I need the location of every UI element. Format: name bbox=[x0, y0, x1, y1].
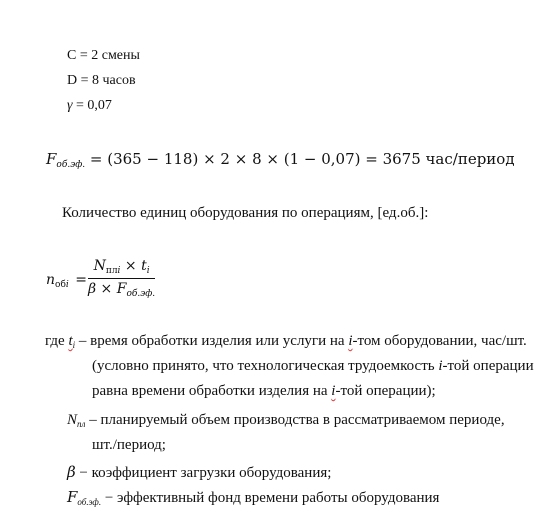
formula2-lhs: n bbox=[46, 272, 56, 288]
definition-t-line1: где $t_i$ – время обработки изделия или услуги на i-том оборудовании, час/шт. bbox=[45, 333, 527, 350]
intro-paragraph bbox=[62, 205, 428, 222]
param-gamma bbox=[67, 98, 112, 114]
definition-f: $F_{об.эф.}$ − эффективный фонд времени работы оборудования bbox=[67, 488, 440, 507]
param-d-text: D = 8 часов bbox=[67, 73, 136, 88]
formula2-lhs-sub2: i bbox=[65, 280, 69, 290]
formula2-denominator: $\beta \times F_{об.эф.}$ bbox=[88, 281, 156, 299]
formula2-fraction bbox=[88, 258, 155, 299]
formula-equipment-count bbox=[46, 258, 206, 312]
definition-n-line1: $N_{пл}$ – планируемый объем производства в рассматриваемом периоде, bbox=[67, 412, 505, 429]
n-symbol: N bbox=[67, 412, 78, 428]
formula-effective-fund bbox=[46, 150, 515, 170]
formula2-lhs-sub: об bbox=[55, 280, 66, 290]
formula1-lhs-sub: об.эф. bbox=[56, 160, 86, 170]
definition-t-line3: равна времени обработки изделия на i-той операции); bbox=[92, 383, 436, 399]
param-d bbox=[67, 73, 136, 89]
formula2-eq: = bbox=[75, 272, 87, 288]
formula1-rhs: = (365 − 118) × 2 × 8 × (1 − 0,07) = 3675 час/период bbox=[85, 150, 515, 168]
param-c-text: C = 2 смены bbox=[67, 48, 140, 63]
param-c bbox=[67, 48, 140, 64]
definition-n-line2: шт./период; bbox=[92, 437, 166, 453]
gamma-symbol: γ bbox=[67, 98, 73, 113]
formula1-lhs: F bbox=[46, 150, 57, 168]
beta-symbol: β bbox=[67, 463, 76, 481]
definition-t-line2: (условно принято, что технологическая трудоемкость i-той операции bbox=[92, 358, 534, 374]
intro-text: Количество единиц оборудования по операциям, [ед.об.]: bbox=[62, 205, 429, 221]
f-symbol: F bbox=[67, 488, 78, 506]
t-symbol: t bbox=[68, 333, 73, 349]
definition-beta: β − коэффициент загрузки оборудования; bbox=[67, 463, 332, 481]
gamma-value: = 0,07 bbox=[72, 98, 112, 113]
formula2-numerator: $N_{плi} \times t_i$ bbox=[88, 258, 155, 279]
